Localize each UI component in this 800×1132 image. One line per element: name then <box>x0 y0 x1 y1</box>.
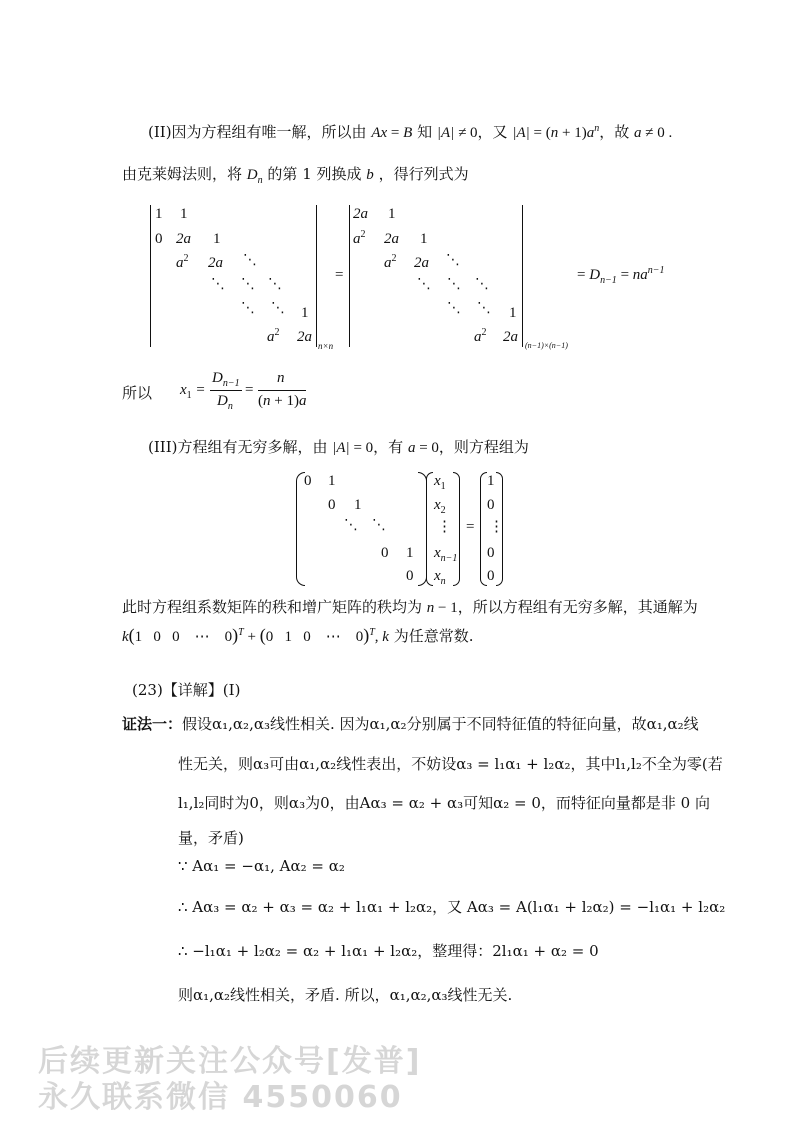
cramer-text3: ，得行列式为 <box>378 165 469 183</box>
dn-1-result: = $D_{n-1} = na^{n-1}$ <box>577 265 665 286</box>
rank-line: 此时方程组系数矩阵的秩和增广矩阵的秩均为 n − 1，所以方程组有无穷多解，其通解为 <box>122 598 698 616</box>
eq-b: b <box>366 167 374 183</box>
proof-line8: 则α₁,α₂线性相关，矛盾. 所以，α₁,α₂,α₃线性无关. <box>178 986 513 1004</box>
eq-a-nonzero: a ≠ 0 . <box>634 125 673 141</box>
eq-det-nonzero: |A| ≠ 0 <box>436 125 478 141</box>
proof-line6: ∴ Aα₃ = α₂ + α₃ = α₂ + l₁α₁ + l₂α₂，又 Aα₃ = A(l₁α₁ + l₂α₂) = −l₁α₁ + l₂α₂ <box>178 898 726 916</box>
part2-again: ，又 <box>477 123 508 141</box>
k-text: 为任意常数. <box>393 627 474 645</box>
q23-header: (23)【详解】(I) <box>132 681 241 699</box>
eq-dn: $D_n$ <box>246 167 263 186</box>
part3-then: ，则方程组为 <box>438 438 529 456</box>
watermark-line2: 永久联系微信 4550060 <box>38 1080 403 1115</box>
part2-know: 知 <box>417 123 433 141</box>
watermark-line1: 后续更新关注公众号[发普] <box>38 1044 422 1079</box>
proof-line2: 性无关，则α₃可由α₁,α₂线性表出，不妨设α₃ = l₁α₁ + l₂α₂，其中l₁,l₂不全为零(若 <box>178 755 723 773</box>
proof-line5: ∵ Aα₁ = −α₁, Aα₂ = α₂ <box>178 857 345 875</box>
cramer-text: 由克莱姆法则，将 <box>122 165 243 183</box>
cramer-text2: 的第 1 列换成 <box>267 165 362 183</box>
part3-line1: (III)方程组有无穷多解，由 |A| = 0，有 a = 0，则方程组为 <box>148 438 529 456</box>
part2-intro: (II)因为方程组有唯一解，所以由 <box>148 123 367 141</box>
eq-ax-b: Ax <box>371 125 388 141</box>
part3-intro: (III)方程组有无穷多解，由 <box>148 438 328 456</box>
rank-text: 此时方程组系数矩阵的秩和增广矩阵的秩均为 <box>122 598 423 616</box>
equals-sign-1: = <box>335 267 344 283</box>
part2-line1: (II)因为方程组有唯一解，所以由 Ax = B 知 |A| ≠ 0，又 $|A| = (n + 1)a^n$，故 a ≠ 0 . <box>148 123 673 141</box>
part2-line2 <box>122 163 469 184</box>
proof-line3: l₁,l₂同时为0，则α₃为0，由Aα₃ = α₂ + α₃可知α₂ = 0，而特征向量都是非 0 向 <box>178 794 710 812</box>
proof-line1 <box>122 713 699 734</box>
so-label: 所以 <box>122 384 153 402</box>
equals-sign-2: = <box>466 519 475 535</box>
proof-text-1: 假设α₁,α₂,α₃线性相关. 因为α₁,α₂分别属于不同特征值的特征向量，故α₁,α₂线 <box>182 715 699 733</box>
part2-therefore: ，故 <box>599 123 630 141</box>
general-solution: k(1 0 0 ⋯ 0)$^T$ + (0 1 0 ⋯ 0)$^T$, k 为任意常数. <box>122 625 474 645</box>
part3-have: ，有 <box>373 438 404 456</box>
proof-line4: 量，矛盾) <box>178 829 244 847</box>
proof-label: 证法一： <box>122 715 183 733</box>
rank-text2: ，所以方程组有无穷多解，其通解为 <box>457 598 698 616</box>
eq-det-value: $|A| = (n + 1)a^n$ <box>512 123 600 141</box>
proof-line7: ∴ −l₁α₁ + l₂α₂ = α₂ + l₁α₁ + l₂α₂，整理得：2l₁α₁ + α₂ = 0 <box>178 942 599 960</box>
